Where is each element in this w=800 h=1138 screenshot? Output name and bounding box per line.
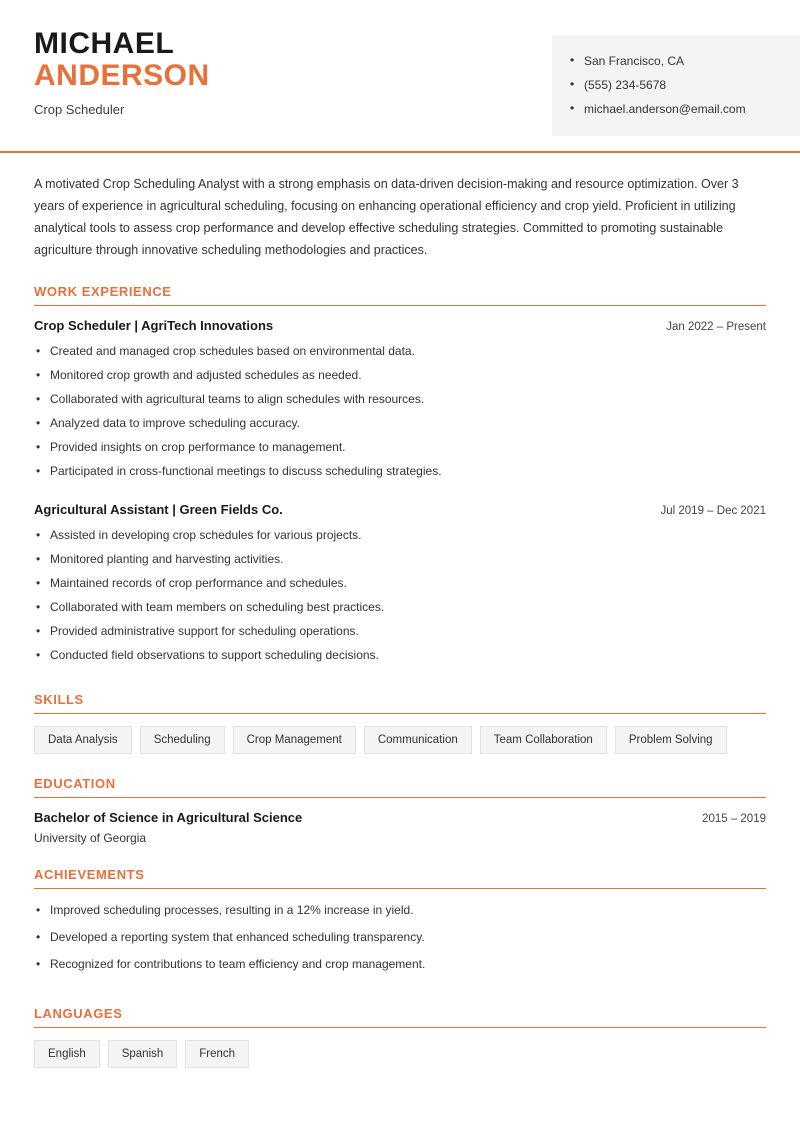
languages-tag-list bbox=[34, 1040, 766, 1068]
header-identity bbox=[0, 22, 210, 117]
section-title-languages: LANGUAGES bbox=[34, 1005, 123, 1021]
contact-phone: • (555) 234-5678 bbox=[570, 73, 780, 97]
language-tag: Spanish bbox=[108, 1040, 178, 1068]
list-item: • Improved scheduling processes, resulting in a 12% increase in yield. bbox=[34, 901, 766, 928]
job-title: Crop Scheduler bbox=[34, 101, 125, 117]
experience-bullets bbox=[34, 526, 766, 670]
section-divider bbox=[34, 713, 766, 714]
skill-tag: Problem Solving bbox=[615, 726, 727, 754]
experience-date: Jan 2022 – Present bbox=[666, 320, 766, 333]
education-entry-head bbox=[34, 810, 766, 825]
list-item: • Assisted in developing crop schedules for various projects. bbox=[34, 526, 766, 550]
skill-tag: Crop Management bbox=[233, 726, 356, 754]
first-name: MICHAEL bbox=[34, 27, 175, 60]
list-item: • Maintained records of crop performance and schedules. bbox=[34, 574, 766, 598]
section-divider bbox=[34, 888, 766, 889]
section-title-achievements: ACHIEVEMENTS bbox=[34, 866, 145, 882]
list-item: • Collaborated with agricultural teams to align schedules with resources. bbox=[34, 390, 766, 414]
contact-email: • michael.anderson@email.com bbox=[570, 97, 780, 121]
list-item: • Conducted field observations to support scheduling decisions. bbox=[34, 646, 766, 670]
last-name: ANDERSON bbox=[34, 59, 210, 93]
section-divider bbox=[34, 797, 766, 798]
education-degree: Bachelor of Science in Agricultural Science bbox=[34, 809, 303, 825]
list-item: • Created and managed crop schedules based on environmental data. bbox=[34, 342, 766, 366]
experience-entry-head bbox=[34, 318, 766, 333]
education-date: 2015 – 2019 bbox=[702, 812, 766, 825]
list-item: • Participated in cross-functional meetings to discuss scheduling strategies. bbox=[34, 462, 766, 486]
list-item: • Collaborated with team members on scheduling best practices. bbox=[34, 598, 766, 622]
resume-body bbox=[0, 173, 800, 1138]
experience-date: Jul 2019 – Dec 2021 bbox=[660, 504, 766, 517]
list-item: • Recognized for contributions to team efficiency and crop management. bbox=[34, 955, 766, 982]
skill-tag: Scheduling bbox=[140, 726, 225, 754]
contact-location: • San Francisco, CA bbox=[570, 49, 780, 73]
section-title-skills: SKILLS bbox=[34, 691, 84, 707]
section-achievements bbox=[34, 867, 766, 982]
list-item: • Monitored planting and harvesting activities. bbox=[34, 550, 766, 574]
resume-header bbox=[0, 0, 800, 136]
contact-box bbox=[552, 35, 800, 136]
experience-entry bbox=[34, 318, 766, 486]
skill-tag: Data Analysis bbox=[34, 726, 132, 754]
section-divider bbox=[34, 1027, 766, 1028]
experience-entry-head bbox=[34, 502, 766, 517]
section-work-experience bbox=[34, 284, 766, 670]
skill-tag: Team Collaboration bbox=[480, 726, 607, 754]
section-skills bbox=[34, 692, 766, 754]
language-tag: French bbox=[185, 1040, 249, 1068]
experience-title: Agricultural Assistant | Green Fields Co. bbox=[34, 501, 283, 517]
header-divider bbox=[0, 151, 800, 153]
experience-title: Crop Scheduler | AgriTech Innovations bbox=[34, 317, 274, 333]
list-item: • Developed a reporting system that enhanced scheduling transparency. bbox=[34, 928, 766, 955]
achievements-bullets bbox=[34, 901, 766, 982]
list-item: • Monitored crop growth and adjusted schedules as needed. bbox=[34, 366, 766, 390]
page-bottom-spacer bbox=[34, 1068, 766, 1138]
list-item: • Analyzed data to improve scheduling accuracy. bbox=[34, 414, 766, 438]
section-title-work-experience: WORK EXPERIENCE bbox=[34, 283, 172, 299]
list-item: • Provided administrative support for scheduling operations. bbox=[34, 622, 766, 646]
section-languages bbox=[34, 1006, 766, 1068]
professional-summary: A motivated Crop Scheduling Analyst with a strong emphasis on data-driven decision-making and resource optimization. Over 3 years of experience in agricultural scheduling, focusing on enhancing operational efficiency and crop yield. Proficient in utilizing analytical tools to assess crop performance and develop effective scheduling strategies. Committed to promoting sustainable agriculture through innovative scheduling methodologies and practices. bbox=[34, 176, 739, 258]
list-item: • Provided insights on crop performance to management. bbox=[34, 438, 766, 462]
section-divider bbox=[34, 305, 766, 306]
experience-bullets bbox=[34, 342, 766, 486]
section-title-education: EDUCATION bbox=[34, 775, 116, 791]
language-tag: English bbox=[34, 1040, 100, 1068]
skills-tag-list bbox=[34, 726, 766, 754]
skill-tag: Communication bbox=[364, 726, 472, 754]
section-education bbox=[34, 776, 766, 845]
education-school: University of Georgia bbox=[34, 830, 147, 845]
experience-entry bbox=[34, 502, 766, 670]
